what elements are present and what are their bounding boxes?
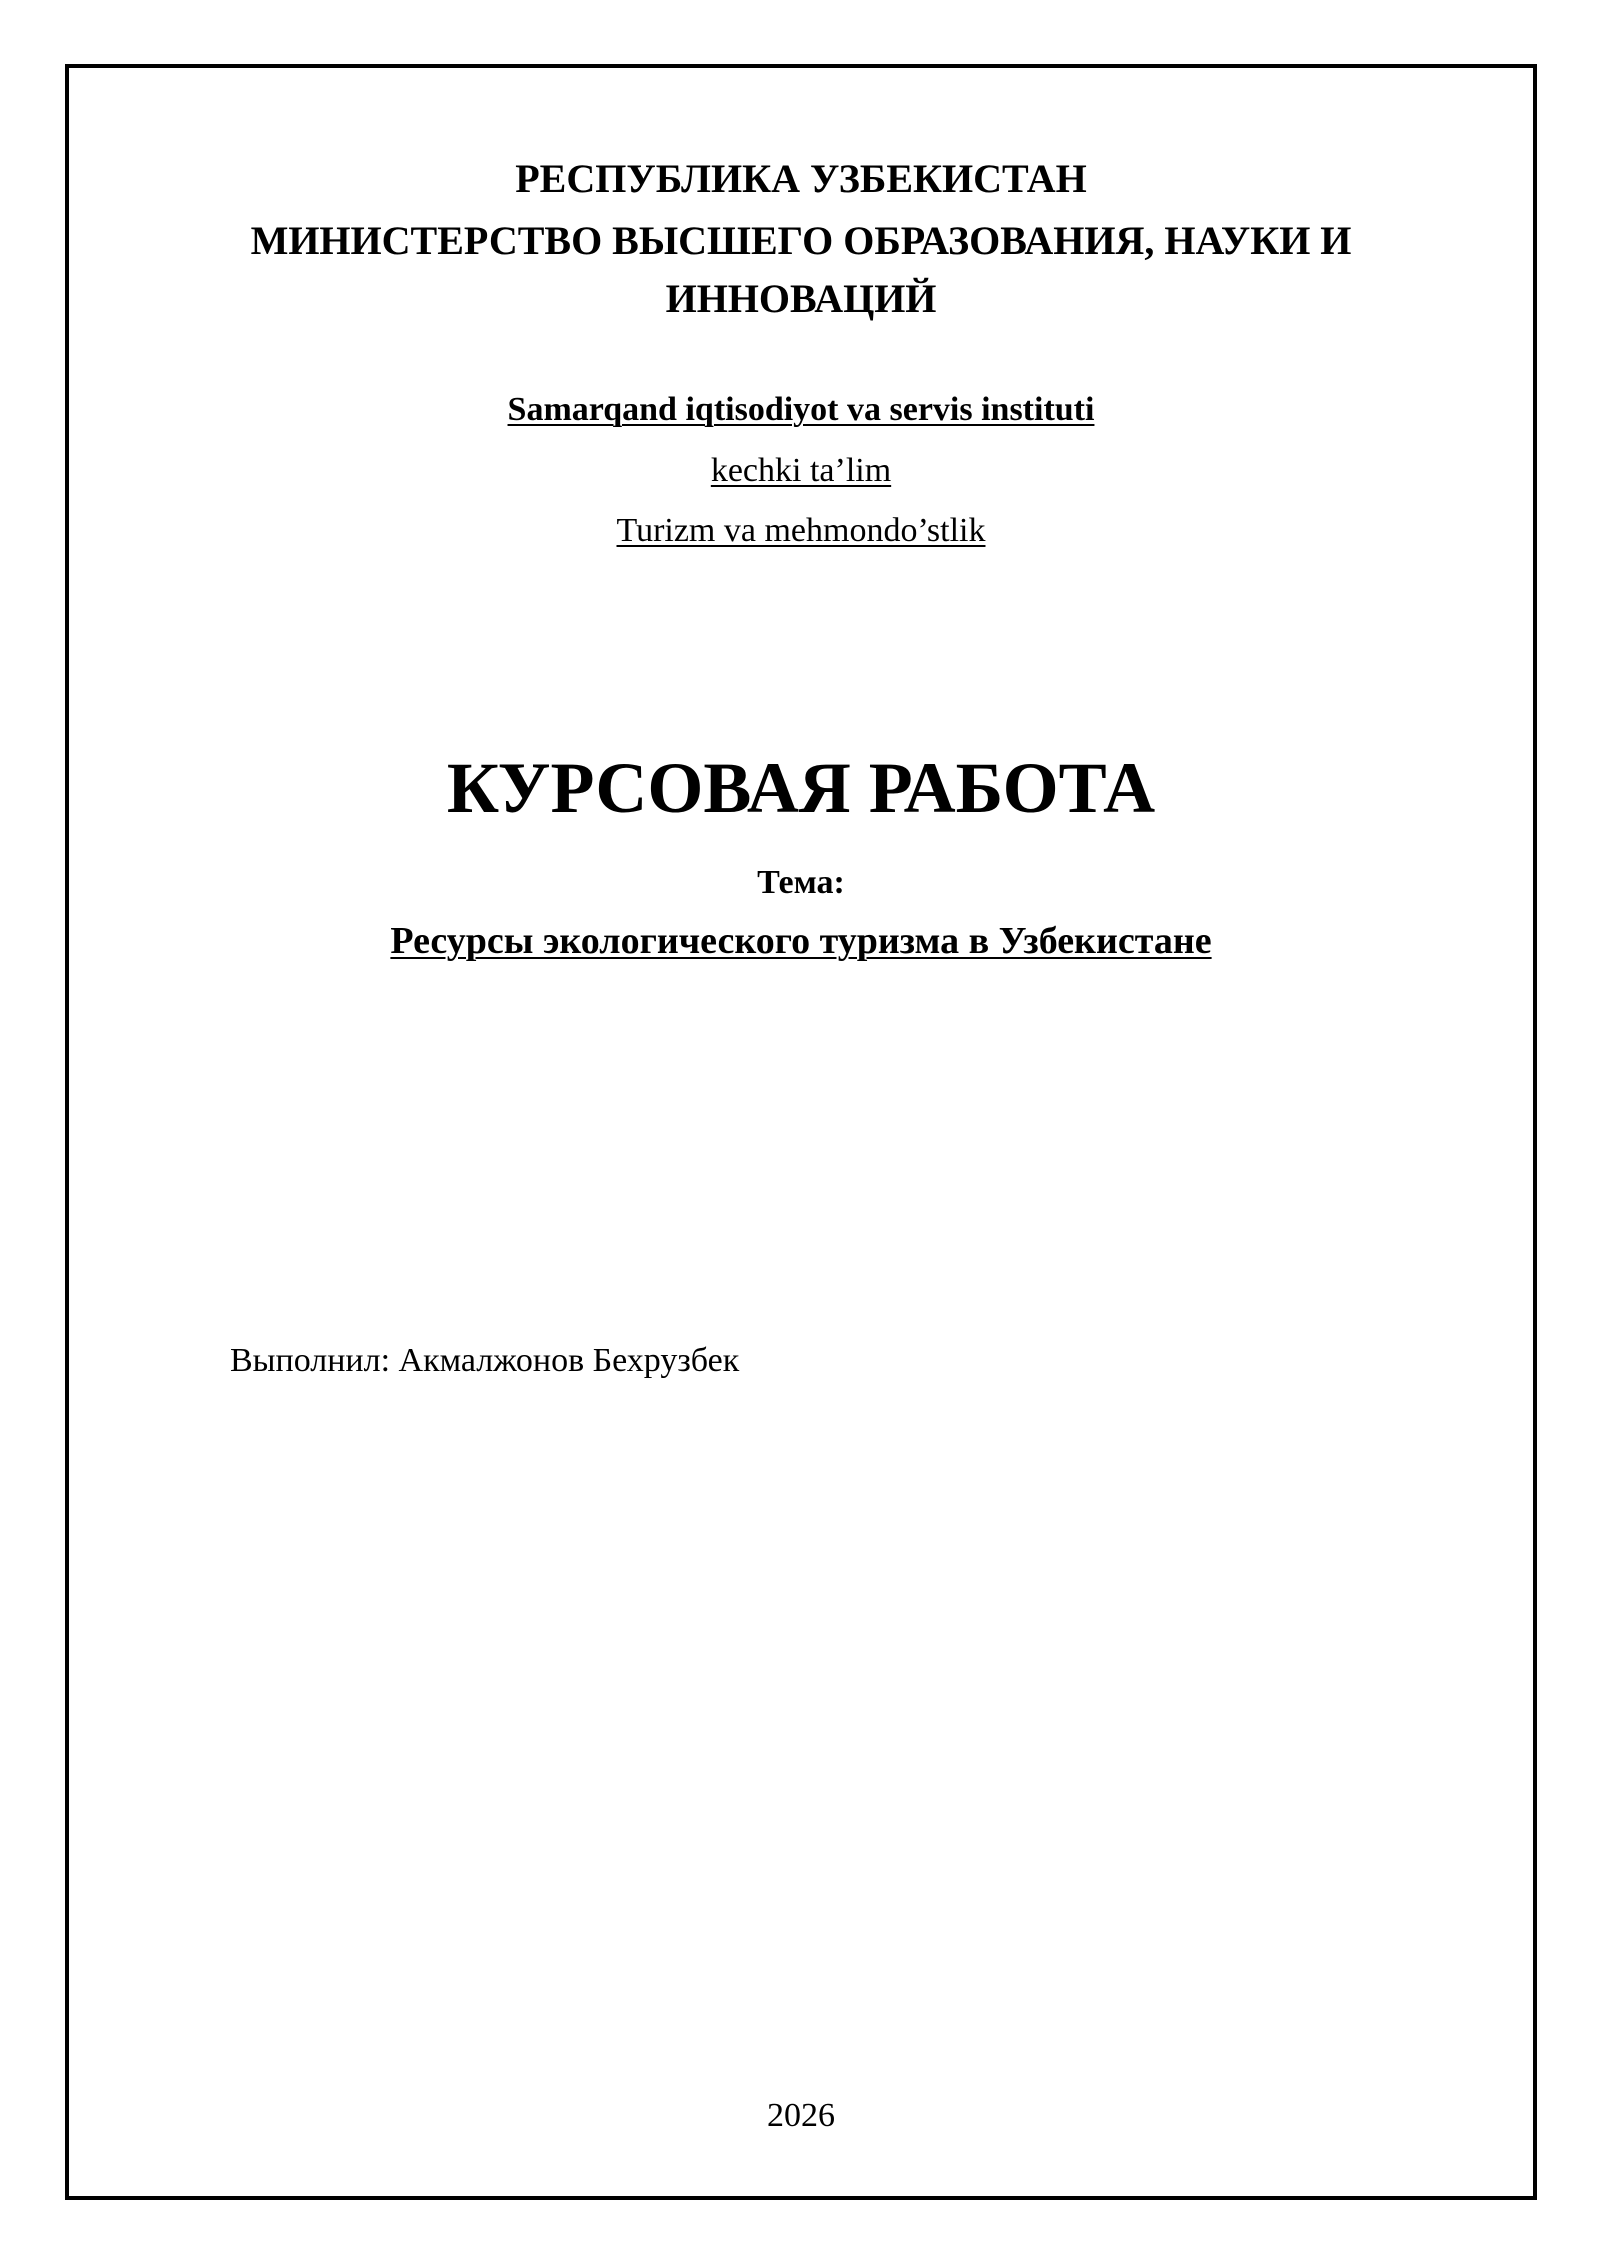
department-name: Turizm va mehmondo’stlik xyxy=(616,512,986,549)
department-row xyxy=(65,514,1537,548)
topic-label: Тема: xyxy=(757,864,845,901)
study-form-row xyxy=(65,454,1537,488)
topic-text: Ресурсы экологического туризма в Узбекистане xyxy=(390,920,1212,962)
ministry-heading-line2: ИННОВАЦИЙ xyxy=(665,276,937,321)
republic-heading: РЕСПУБЛИКА УЗБЕКИСТАН xyxy=(515,156,1087,201)
document-title: КУРСОВАЯ РАБОТА xyxy=(446,748,1156,828)
institute-name: Samarqand iqtisodiyot va servis instituti xyxy=(507,391,1095,428)
topic-row xyxy=(65,922,1537,960)
page-border xyxy=(65,64,1537,2200)
performed-by: Выполнил: Акмалжонов Бехрузбек xyxy=(230,1342,740,1379)
ministry-heading-line1: МИНИСТЕРСТВО ВЫСШЕГО ОБРАЗОВАНИЯ, НАУКИ И xyxy=(250,218,1352,263)
year: 2026 xyxy=(767,2097,835,2134)
study-form: kechki ta’lim xyxy=(710,452,892,489)
institute-name-row xyxy=(65,393,1537,427)
